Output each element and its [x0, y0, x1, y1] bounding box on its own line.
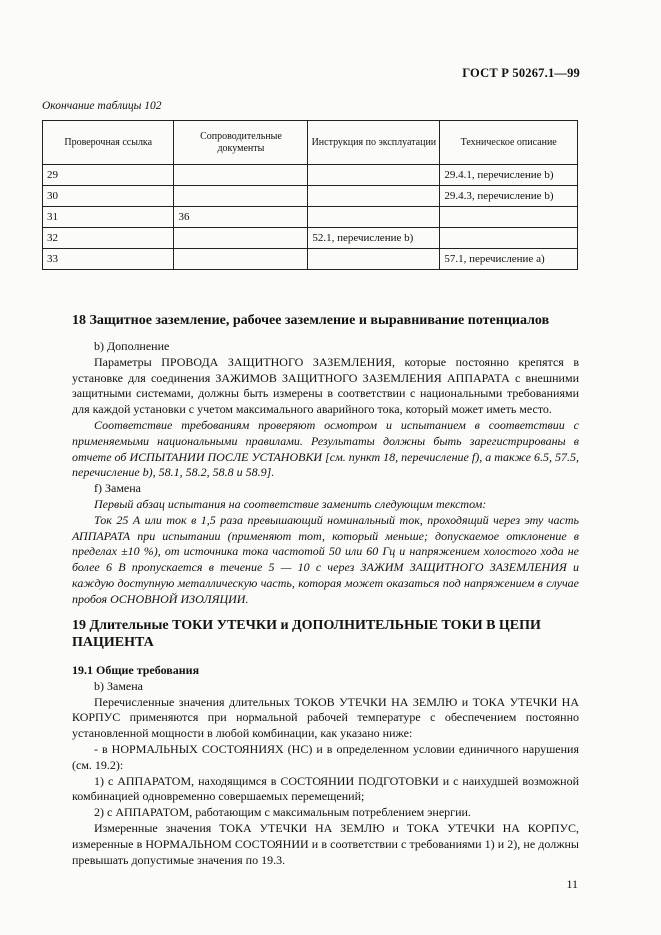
table-cell: 52.1, перечисление b) [308, 228, 440, 249]
table-cell: 31 [43, 207, 174, 228]
subsection-19-1-title: 19.1 Общие требования [72, 663, 200, 677]
table-cell [308, 249, 440, 270]
section-19-list-item: 2) с АППАРАТОМ, работающим с максимальным потреблением энергии. [94, 805, 471, 820]
section-18-compliance-text: Соответствие требованиям проверяют осмотром и испытанием в соответствии с применяемыми национальными правилами. Результаты должны быть зарегистрированы в отчете об ИСПЫТАНИИ ПОСЛЕ УСТАНОВКИ [см. пункт 18, перечисление f), а также 6.5, 57.5, перечисление b), 58.1, 58.2, 58.8 и 58.9]. [72, 417, 579, 480]
table-cell: 33 [43, 249, 174, 270]
section-18-b-label: b) Дополнение [94, 339, 170, 353]
column-header: Техническое описание [440, 121, 578, 165]
table-row [43, 186, 578, 207]
table-cell: 29.4.1, перечисление b) [440, 165, 578, 186]
table-row [43, 249, 578, 270]
table-cell [440, 207, 578, 228]
section-18-replacement-intro: Первый абзац испытания на соответствие заменить следующим текстом: [94, 496, 487, 511]
table-cell: 32 [43, 228, 174, 249]
table-cell [308, 165, 440, 186]
section-19-paragraph: Перечисленные значения длительных ТОКОВ УТЕЧКИ НА ЗЕМЛЮ и ТОКА УТЕЧКИ НА КОРПУС применяются при нормальной рабочей температуре с обеспечением постоянно установленной мощности в любой комбинации, как указано ниже: [72, 694, 579, 741]
column-header: Инструкция по эксплуатации [308, 121, 440, 165]
section-19-body [72, 663, 579, 868]
section-18-f-label: f) Замена [94, 481, 141, 496]
table-cell [440, 228, 578, 249]
table-row [43, 207, 578, 228]
section-18-test-text: Ток 25 А или ток в 1,5 раза превышающий номинальный ток, проходящий через эту часть АППАРАТА при испытании (применяют тот, который меньше; допускаемое отклонение в пределах ±10 %), от источника тока частотой 50 или 60 Гц и напряжением холостого хода не более 6 В пропускается в течение 5 — 10 с через ЗАЖИМ ЗАЩИТНОГО ЗАЗЕМЛЕНИЯ и каждую доступную металлическую часть, которая может оказаться под напряжением в случае пробоя ОСНОВНОЙ ИЗОЛЯЦИИ. [72, 512, 579, 606]
table-row [43, 165, 578, 186]
table-row [43, 228, 578, 249]
table-cell [174, 186, 308, 207]
table-cell: 29.4.3, перечисление b) [440, 186, 578, 207]
section-19-list-item: - в НОРМАЛЬНЫХ СОСТОЯНИЯХ (НС) и в определенном условии единичного нарушения (см. 19.2): [72, 741, 579, 772]
section-19-list-item: 1) с АППАРАТОМ, находящимся в СОСТОЯНИИ ПОДГОТОВКИ и с наихудшей возможной комбинацией одновременно совершаемых перемещений; [72, 773, 579, 804]
table-cell: 36 [174, 207, 308, 228]
column-header: Сопроводительные документы [174, 121, 308, 165]
reference-table [42, 120, 578, 270]
table-caption: Окончание таблицы 102 [42, 100, 162, 112]
table-cell: 29 [43, 165, 174, 186]
table-cell [174, 165, 308, 186]
page-number: 11 [566, 877, 578, 891]
section-19-paragraph: Измеренные значения ТОКА УТЕЧКИ НА ЗЕМЛЮ и ТОКА УТЕЧКИ НА КОРПУС, измеренные в НОРМАЛЬНОМ СОСТОЯНИИ и в соответствии с требованиями 1) и 2), не должны превышать допустимые значения по 19.3. [72, 820, 579, 867]
table-cell [174, 249, 308, 270]
section-19-title: 19 Длительные ТОКИ УТЕЧКИ и ДОПОЛНИТЕЛЬНЫЕ ТОКИ В ЦЕПИ ПАЦИЕНТА [72, 618, 541, 650]
section-18-body [72, 339, 579, 608]
table-cell: 30 [43, 186, 174, 207]
table-cell [308, 186, 440, 207]
section-19-b-label: b) Замена [94, 678, 144, 693]
table-cell [308, 207, 440, 228]
table-header-row [43, 121, 578, 165]
table-cell: 57.1, перечисление a) [440, 249, 578, 270]
section-18-title: 18 Защитное заземление, рабочее заземление и выравнивание потенциалов [72, 313, 550, 328]
column-header: Проверочная ссылка [43, 121, 174, 165]
table-cell [174, 228, 308, 249]
section-18-paragraph: Параметры ПРОВОДА ЗАЩИТНОГО ЗАЗЕМЛЕНИЯ, которые постоянно крепятся в установке для соединения ЗАЖИМОВ ЗАЩИТНОГО ЗАЗЕМЛЕНИЯ АППАРАТА с внешними защитными системами, должны быть измерены в соответствии с национальными требованиями для каждой установки с учетом максимального аварийного тока, который может иметь место. [72, 354, 579, 417]
document-code: ГОСТ Р 50267.1—99 [462, 66, 580, 80]
